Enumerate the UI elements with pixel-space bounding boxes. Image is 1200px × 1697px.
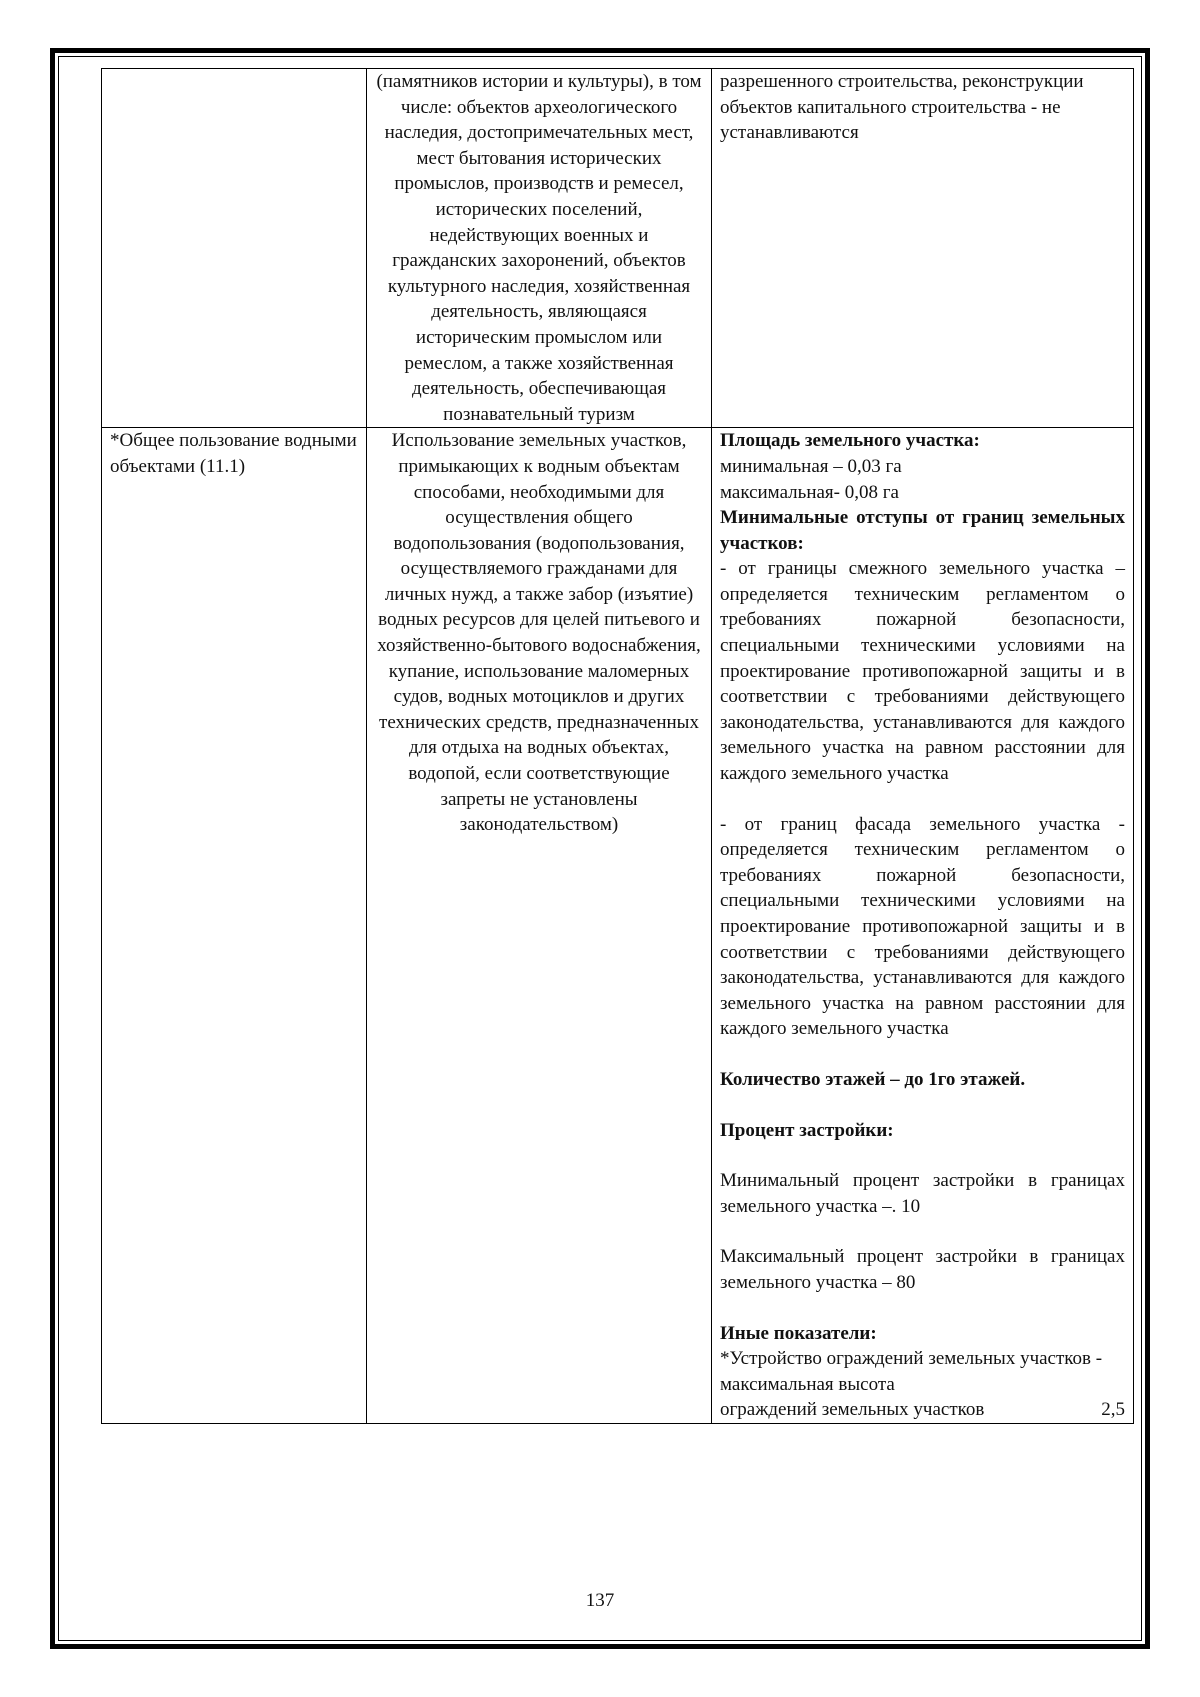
setback-adjacent: - от границы смежного земельного участка – определяется техническим регламентом о требованиях пожарной безопасности, специальными техническими условиями на проектирование противопожарной защиты и в соответствии с требованиями действующего законодательства, устанавливаются для каждого земельного участка на равном расстоянии для каждого земельного участка xyxy=(720,558,1125,785)
other-line2-row xyxy=(720,1397,1125,1423)
table-row xyxy=(102,428,1134,1424)
area-heading: Площадь земельного участка: xyxy=(720,430,980,452)
row2-description-cell: Использование земельных участков, примыкающих к водным объектам способами, необходимыми для осуществления общего водопользования (водопользования, осуществляемого гражданами для личных нужд, а также забор (изъятие) водных ресурсов для целей питьевого и хозяйственно-бытового водоснабжения, купание, использование маломерных судов, водных мотоциклов и других технических средств, предназначенных для отдыха на водных объектах, водопой, если соответствующие запреты не установлены законодательством) xyxy=(367,428,712,1424)
area-min: минимальная – 0,03 га xyxy=(720,455,902,477)
setback-heading: Минимальные отступы от границ земельных участков: xyxy=(720,507,1125,554)
row1-use-name-cell xyxy=(102,69,367,428)
fence-height-value: 2,5 xyxy=(1101,1399,1125,1421)
row1-description-cell: (памятников истории и культуры), в том числе: объектов археологического наследия, достопримечательных мест, мест бытования исторических промыслов, производств и ремесел, исторических поселений, недействующих военных и гражданских захоронений, объектов культурного наследия, хозяйственная деятельность, являющаяся историческим промыслом или ремеслом, а также хозяйственная деятельность, обеспечивающая познавательный туризм xyxy=(367,69,712,428)
other-line2: ограждений земельных участков xyxy=(720,1399,985,1421)
table-row xyxy=(102,69,1134,428)
setback-facade: - от границ фасада земельного участка - определяется техническим регламентом о требованиях пожарной безопасности, специальными техническими условиями на проектирование противопожарной защиты и в соответствии с требованиями действующего законодательства, устанавливаются для каждого земельного участка на равном расстоянии для каждого земельного участка xyxy=(720,813,1125,1040)
land-use-table xyxy=(101,68,1134,1424)
row2-use-name-cell: *Общее пользование водными объектами (11.1) xyxy=(102,428,367,1424)
row1-parameters-cell: разрешенного строительства, реконструкции объектов капитального строительства - не устанавливаются xyxy=(712,69,1134,428)
area-max: максимальная- 0,08 га xyxy=(720,481,899,503)
floors-count: Количество этажей – до 1го этажей. xyxy=(720,1068,1026,1090)
coverage-max: Максимальный процент застройки в границах земельного участка – 80 xyxy=(720,1246,1125,1293)
page-number: 137 xyxy=(585,1590,615,1611)
coverage-min: Минимальный процент застройки в границах земельного участка –. 10 xyxy=(720,1170,1125,1217)
other-heading: Иные показатели: xyxy=(720,1322,877,1344)
coverage-heading: Процент застройки: xyxy=(720,1119,894,1141)
row2-parameters-cell xyxy=(712,428,1134,1424)
other-line1: *Устройство ограждений земельных участков - максимальная высота xyxy=(720,1348,1103,1395)
